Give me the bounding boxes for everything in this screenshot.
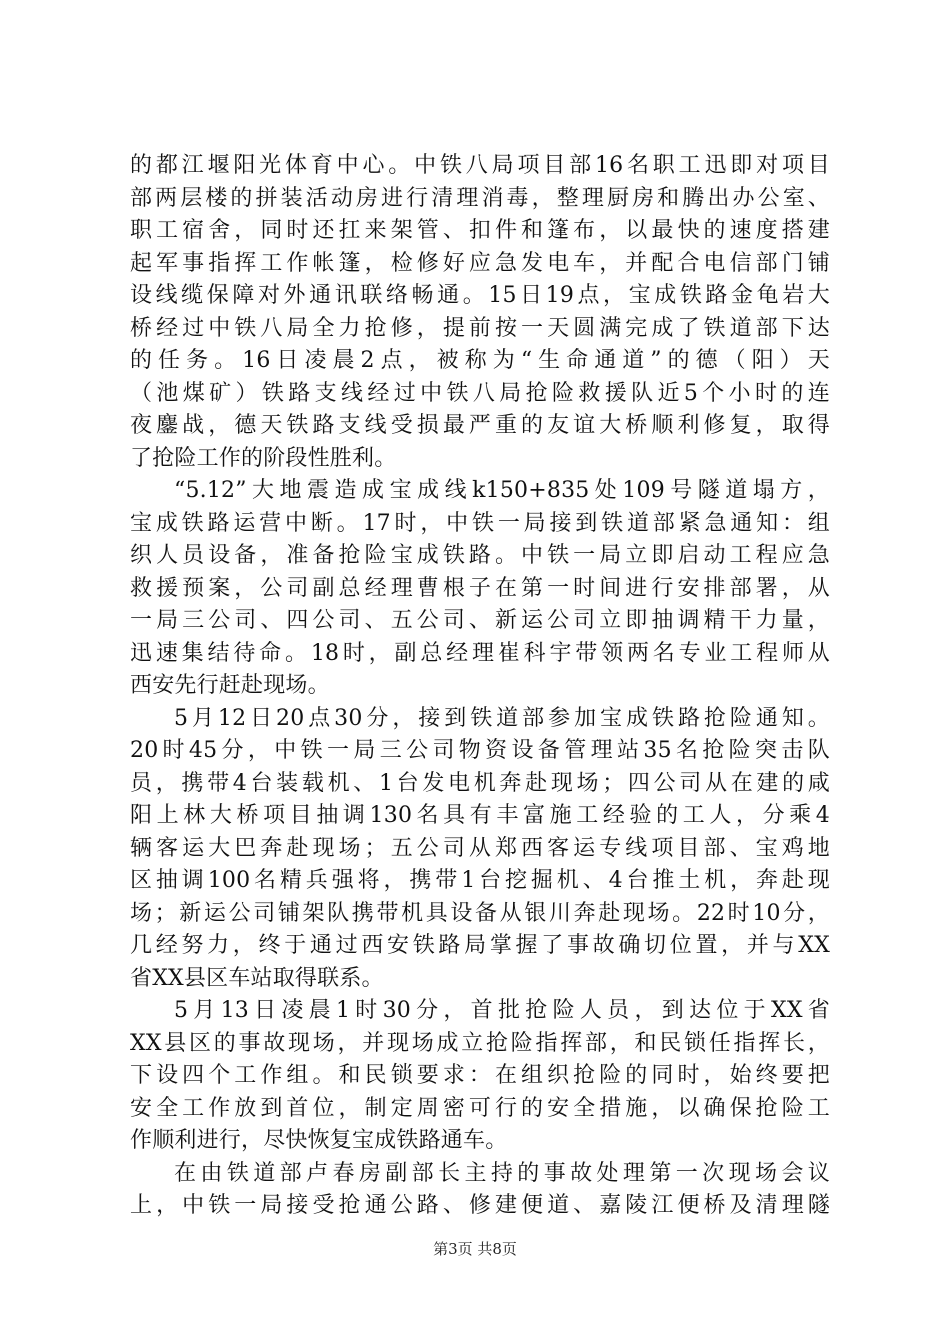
paragraph-line: 几经努力，终于通过西安铁路局掌握了事故确切位置，并与XX — [130, 933, 830, 958]
paragraph-line: 阳上林大桥项目抽调130名具有丰富施工经验的工人，分乘4 — [130, 803, 830, 828]
paragraph-line: 一局三公司、四公司、五公司、新运公司立即抽调精干力量， — [130, 608, 830, 633]
paragraph-line: 在由铁道部卢春房副部长主持的事故处理第一次现场会议 — [174, 1160, 830, 1186]
paragraph-line: 救援预案，公司副总经理曹根子在第一时间进行安排部署，从 — [130, 575, 830, 601]
paragraph-line: 部两层楼的拼装活动房进行清理消毒，整理厨房和腾出办公室、 — [130, 185, 830, 211]
paragraph-line: 宝成铁路运营中断。17时，中铁一局接到铁道部紧急通知：组 — [130, 510, 830, 536]
paragraph-line: 下设四个工作组。和民锁要求：在组织抢险的同时，始终要把 — [130, 1063, 830, 1088]
paragraph-line: 夜鏖战，德天铁路支线受损最严重的友谊大桥顺利修复，取得 — [130, 413, 830, 438]
paragraph-line: 上，中铁一局接受抢通公路、修建便道、嘉陵江便桥及清理隧 — [130, 1193, 830, 1218]
paragraph-line: “5.12”大地震造成宝成线k150+835处109号隧道塌方， — [174, 478, 830, 503]
paragraph-line: 的任务。16日凌晨2点，被称为“生命通道”的德（阳）天 — [130, 348, 830, 373]
page-number-footer: 第3页 共8页 — [433, 1240, 517, 1258]
paragraph-line: （池煤矿）铁路支线经过中铁八局抢险救援队近5个小时的连 — [130, 380, 830, 406]
paragraph-line: 作顺利进行，尽快恢复宝成铁路通车。 — [130, 1128, 508, 1153]
paragraph-line: 场；新运公司铺架队携带机具设备从银川奔赴现场。22时10分， — [130, 900, 830, 926]
paragraph-line: 5月12日20点30分，接到铁道部参加宝成铁路抢险通知。 — [174, 705, 830, 731]
paragraph-line: 的都江堰阳光体育中心。中铁八局项目部16名职工迅即对项目 — [130, 153, 830, 178]
paragraph — [130, 995, 830, 1158]
paragraph-line: 迅速集结待命。18时，副总经理崔科宇带领两名专业工程师从 — [130, 640, 830, 666]
paragraph-line: XX县区的事故现场，并现场成立抢险指挥部，和民锁任指挥长， — [130, 1030, 830, 1056]
paragraph-line: 织人员设备，准备抢险宝成铁路。中铁一局立即启动工程应急 — [130, 543, 830, 568]
paragraph-line: 员，携带4台装载机、1台发电机奔赴现场；四公司从在建的咸 — [130, 770, 830, 796]
paragraph-line: 职工宿舍，同时还扛来架管、扣件和篷布，以最快的速度搭建 — [130, 218, 830, 243]
paragraph-line: 了抢险工作的阶段性胜利。 — [130, 445, 397, 471]
paragraph — [130, 150, 830, 475]
paragraph-line: 省XX县区车站取得联系。 — [130, 965, 384, 991]
document-body — [130, 150, 830, 1223]
paragraph-line: 安全工作放到首位，制定周密可行的安全措施，以确保抢险工 — [130, 1095, 830, 1121]
paragraph-line: 5月13日凌晨1时30分，首批抢险人员，到达位于XX省 — [174, 998, 830, 1023]
paragraph-line: 设线缆保障对外通讯联络畅通。15日19点，宝成铁路金龟岩大 — [130, 283, 830, 308]
paragraph-line: 起军事指挥工作帐篷，检修好应急发电车，并配合电信部门铺 — [130, 250, 830, 276]
paragraph — [130, 703, 830, 996]
paragraph-line: 20时45分，中铁一局三公司物资设备管理站35名抢险突击队 — [130, 738, 830, 763]
paragraph-line: 桥经过中铁八局全力抢修，提前按一天圆满完成了铁道部下达 — [130, 315, 830, 341]
paragraph-line: 区抽调100名精兵强将，携带1台挖掘机、4台推土机，奔赴现 — [130, 868, 830, 893]
paragraph — [130, 1158, 830, 1223]
paragraph-line: 西安先行赶赴现场。 — [130, 673, 330, 698]
paragraph — [130, 475, 830, 703]
paragraph-line: 辆客运大巴奔赴现场；五公司从郑西客运专线项目部、宝鸡地 — [130, 835, 830, 861]
